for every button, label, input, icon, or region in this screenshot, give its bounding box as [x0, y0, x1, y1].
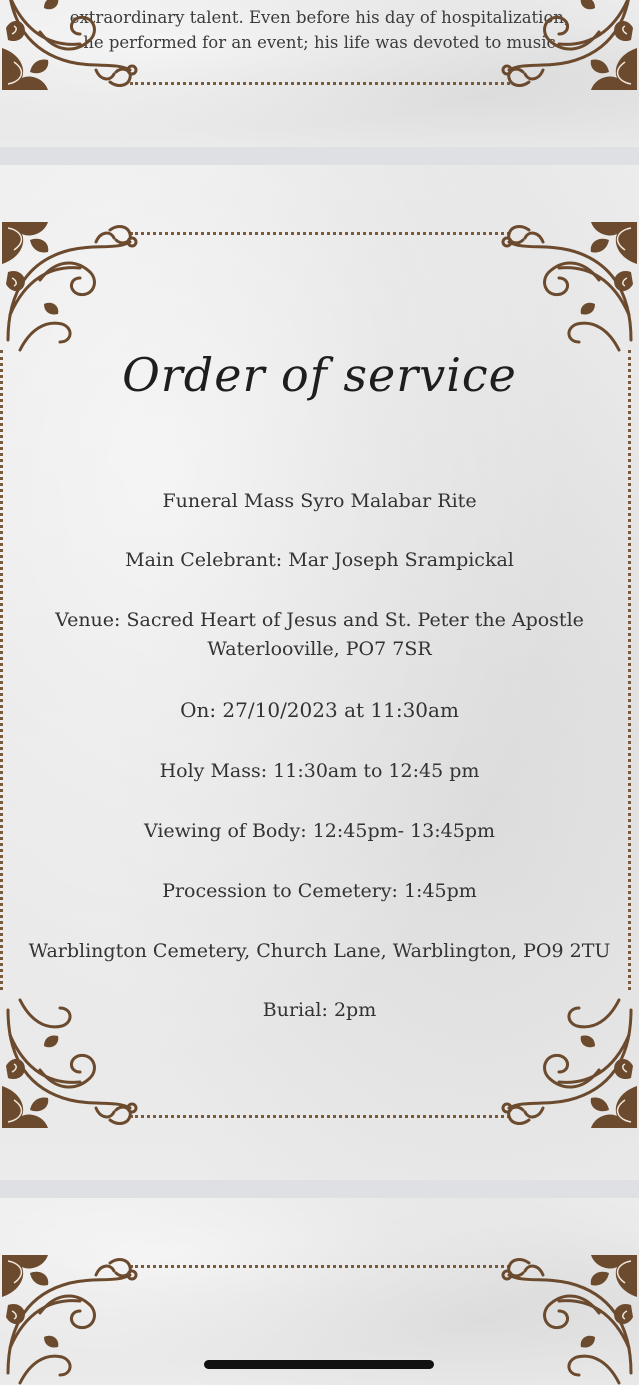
service-rite: Funeral Mass Syro Malabar Rite	[162, 490, 477, 512]
dotted-border-top	[130, 82, 510, 85]
main-celebrant: Main Celebrant: Mar Joseph Srampickal	[125, 549, 514, 571]
burial-time: Burial: 2pm	[262, 999, 377, 1021]
ornamental-corner-icon	[499, 1253, 639, 1385]
holy-mass-time: Holy Mass: 11:30am to 12:45 pm	[159, 760, 480, 782]
ornamental-corner-icon	[0, 0, 140, 92]
next-page	[0, 1198, 639, 1385]
dotted-border-top	[130, 1265, 510, 1268]
ornamental-corner-icon	[0, 1253, 140, 1385]
dotted-border-bottom	[130, 1115, 510, 1118]
venue-line-1: Venue: Sacred Heart of Jesus and St. Peter the Apostle	[55, 609, 584, 631]
previous-page	[0, 0, 639, 147]
home-indicator[interactable]	[204, 1360, 434, 1369]
viewing-time: Viewing of Body: 12:45pm- 13:45pm	[143, 820, 496, 842]
service-date: On: 27/10/2023 at 11:30am	[180, 698, 459, 722]
cemetery-address: Warblington Cemetery, Church Lane, Warblington, PO9 2TU	[28, 940, 611, 962]
intro-line-1: extraordinary talent. Even before his day of hospitalization,	[69, 8, 570, 27]
ornamental-corner-icon	[499, 0, 639, 92]
venue-line-2: Waterlooville, PO7 7SR	[207, 638, 432, 660]
procession-time: Procession to Cemetery: 1:45pm	[162, 880, 477, 902]
dotted-border-top	[130, 232, 510, 235]
page-title: Order of service	[122, 348, 517, 402]
intro-line-2: he performed for an event; his life was devoted to music	[83, 33, 556, 52]
order-of-service-page	[0, 165, 639, 1180]
